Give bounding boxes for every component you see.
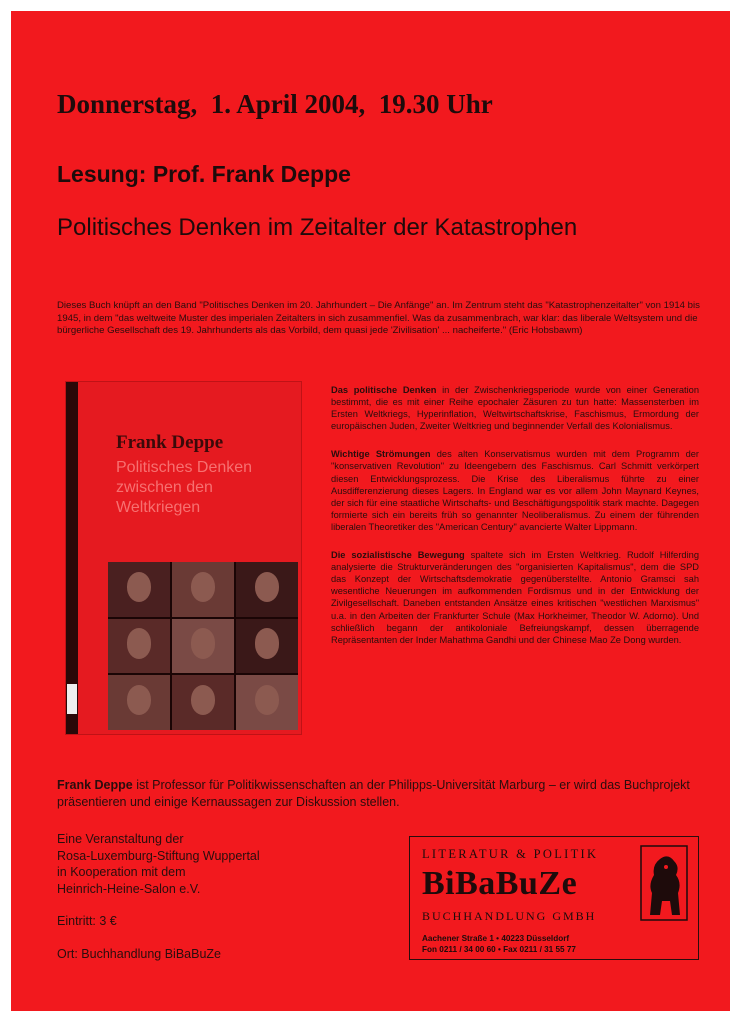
contact-line: Fon 0211 / 34 00 60 • Fax 0211 / 31 55 77 [422,945,576,954]
portrait-photo [236,562,298,617]
bookstore-logo [409,836,699,960]
admission-price: Eintritt: 3 € [57,914,117,928]
speaker-bio [57,777,707,811]
section-text: des alten Konservatismus wurden mit dem Programm der "konservativen Revolution" zu Ideengebern des Faschismus. Carl Schmitt verkörpert diesen Entwicklungsprozess. Die Krise des Liberalismus führte zu einer Ausdifferenzierung dieses Lagers. In England war es vor allem John Maynard Keynes, der sich für eine staatliche Wirtschafts- und Beschäftigungspolitik stark machte. Dagegen formierte sich ein bereits früh so genannter Neoliberalismus. Zu einem der führenden liberalen Theoretiker des "American Century" avancierte Walter Lippmann. [331,449,700,532]
venue: Ort: Buchhandlung BiBaBuZe [57,947,221,961]
description-column [331,384,699,662]
organizer-line: in Kooperation mit dem [57,865,186,879]
logo-subtitle: BUCHHANDLUNG GMBH [422,909,597,923]
organizer-line: Rosa-Luxemburg-Stiftung Wuppertal [57,848,260,863]
logo-name: BiBaBuZe [422,865,578,902]
section-text: spaltete sich im Ersten Weltkrieg. Rudolf Hilferding analysierte die Strukturveränderungen des "organisierten Kapitalismus", dem die SPD das Konzept der Wirtschaftsdemokratie gegenüberstellte. Antonio Gramsci sah wesentliche Neuerungen im aufkommenden Fordismus und in der Entwicklung der Zivilgesellschaft. Daneben entstanden Ansätze eines kritischen "westlichen Marxismus" u.a. in den Arbeiten der Frankfurter Schule (Max Horkheimer, Theodor W. Adorno). Und schließlich begann der antikoloniale Befreiungskampf, dessen überragende Repräsentanten der Inder Mahathma Gandhi und der Chinese Mao Ze Dong wurden. [331,550,699,645]
section-heading: Die sozialistische Bewegung [331,550,465,561]
portrait-photo [172,562,234,617]
portrait-photo [108,619,170,674]
speaker-name: Frank Deppe [57,778,133,792]
address-line: Aachener Straße 1 • 40223 Düsseldorf [422,934,570,943]
portrait-photo [108,562,170,617]
section-heading: Das politische Denken [331,385,437,395]
portrait-photo [108,675,170,730]
lion-emblem-icon [640,845,688,921]
logo-tagline: LITERATUR & POLITIK [422,847,599,861]
portrait-photo [172,619,234,674]
organizer-line: Heinrich-Heine-Salon e.V. [57,881,201,896]
speaker-bio-text: ist Professor für Politikwissenschaften an der Philipps-Universität Marburg – er wird das Buchprojekt präsentieren und einige Kernaussagen zur Diskussion stellen. [57,778,690,809]
book-title: Politisches Denken im Zeitalter der Katastrophen [57,214,578,241]
organizer-line: Eine Veranstaltung der [57,832,184,846]
portrait-photo [236,619,298,674]
organizer-block [57,831,357,897]
event-date: Donnerstag, 1. April 2004, 19.30 Uhr [57,89,493,119]
logo-address [422,933,652,955]
section-political-thought [331,384,699,432]
section-heading: Wichtige Strömungen [331,449,431,460]
section-socialist-movement [331,549,699,646]
event-poster [11,11,730,1011]
cover-title: Politisches Denken zwischen den Weltkriegen [116,459,253,516]
section-currents [331,448,699,533]
intro-paragraph: Dieses Buch knüpft an den Band "Politisches Denken im 20. Jahrhundert – Die Anfänge" an. Im Zentrum steht das "Katastrophenzeitalter" von 1914 bis 1945, in dem "das weltweite Muster des imperialen Zeitalters in sich zusammenfiel. Was da zusammenbrach, war klar: das liberale Weltsystem und die bürgerliche Gesellschaft des 19. Jahrhunderts als das Vorbild, dem quasi jede 'Zivilisation' ... nacheiferte." (Eric Hobsbawm) [57,300,700,337]
portrait-photo [236,675,298,730]
book-cover-image [65,381,302,735]
book-spine [66,382,78,734]
portrait-photo [172,675,234,730]
reading-heading: Lesung: Prof. Frank Deppe [57,161,351,187]
spine-label [67,684,77,714]
portrait-collage [108,562,298,730]
section-text: in der Zwischenkriegsperiode wurde von einer Generation bestimmt, die es mit einer Reihe epochaler Zäsuren zu tun hatte: Massensterben im Ersten Weltkriegs, Hyperinflation, Weltwirtschaftskrise, Faschismus, Ermordung der europäischen Juden, Zweiter Weltkrieg und beginnender Verfall des Kolonialismus. [331,385,699,432]
cover-author: Frank Deppe [116,432,224,453]
